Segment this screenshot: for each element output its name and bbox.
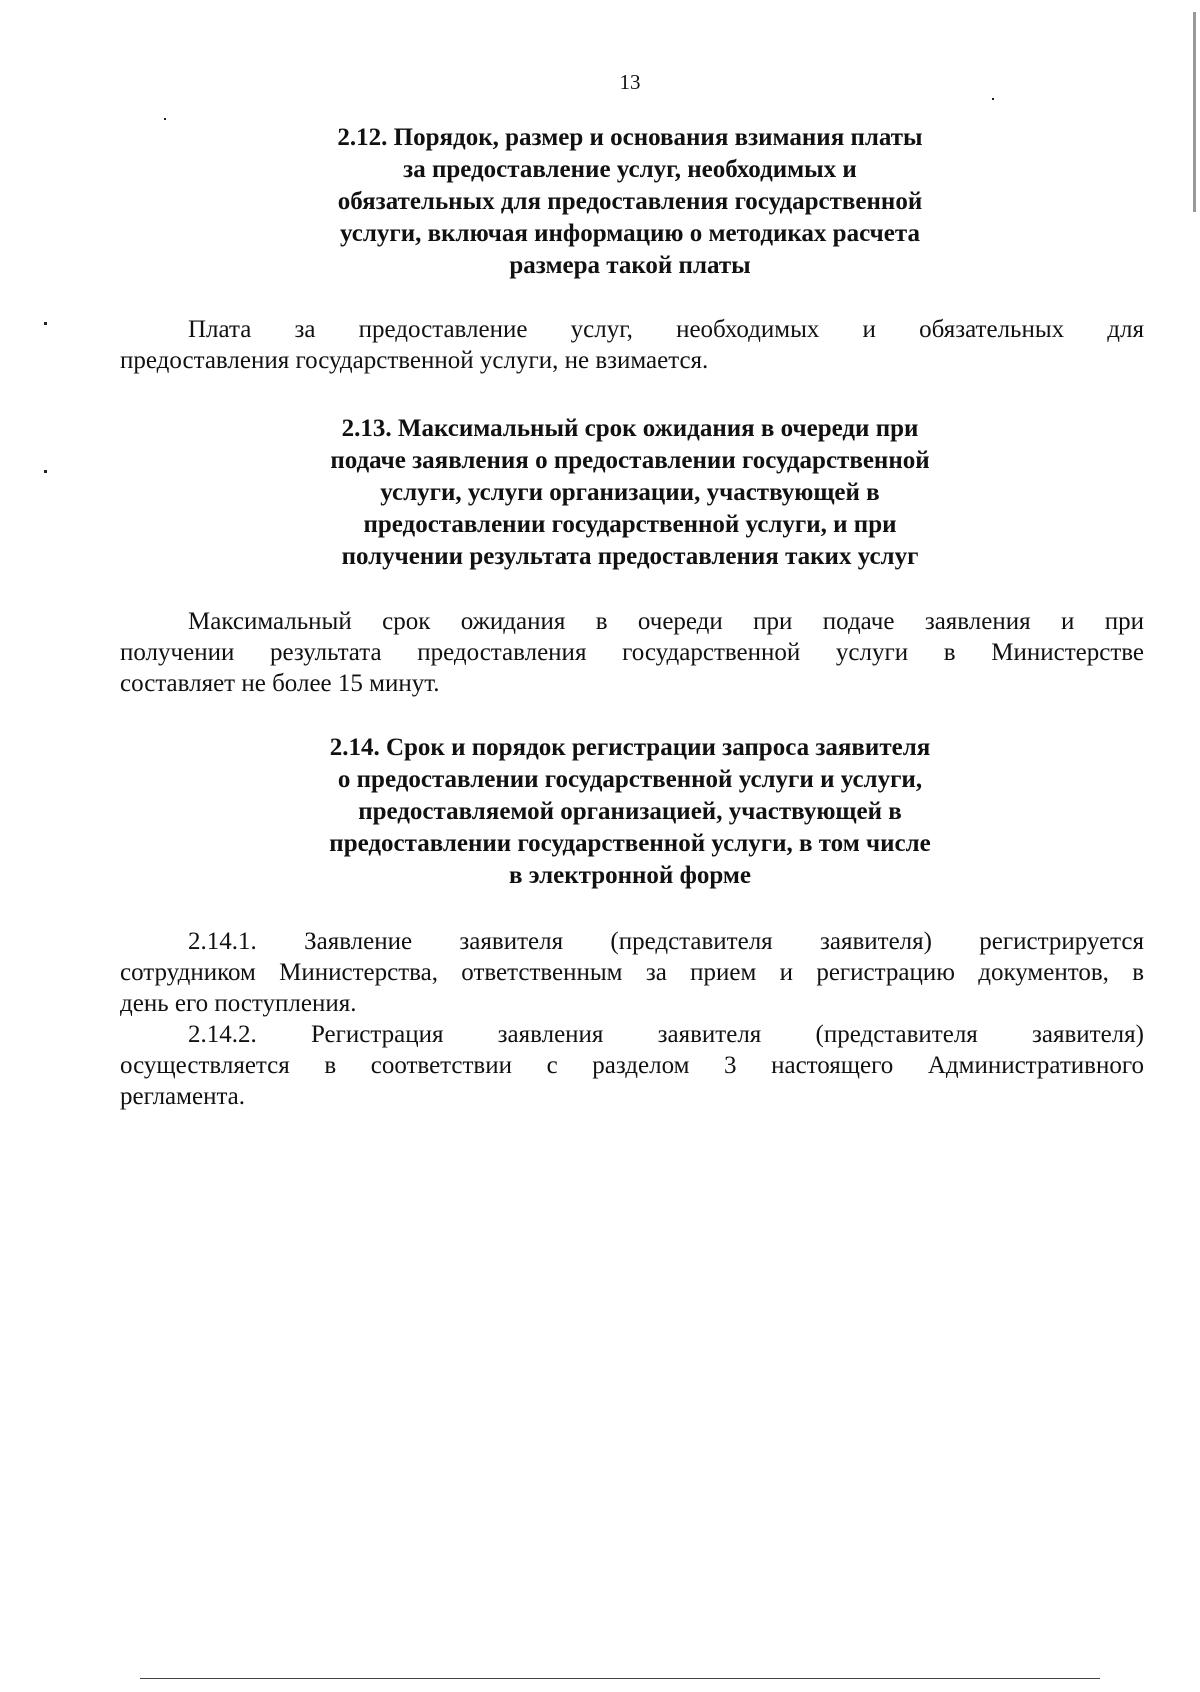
body-line: 2.14.2. Регистрация заявления заявителя (представителя заявителя) — [188, 1021, 1144, 1048]
section-2-14-body — [120, 926, 1144, 1112]
body-line: Максимальный срок ожидания в очереди при подаче заявления и при — [188, 608, 1144, 635]
page-number: 13 — [619, 70, 641, 94]
body-line: Плата за предоставление услуг, необходимых и обязательных для — [188, 316, 1144, 343]
scan-speck — [164, 118, 166, 120]
heading-line: 2.14. Срок и порядок регистрации запроса заявителя — [329, 734, 931, 761]
heading-line: услуги, услуги организации, участвующей в — [380, 479, 880, 506]
heading-line: подаче заявления о предоставлении государственной — [330, 447, 930, 474]
body-line: сотрудником Министерства, ответственным за прием и регистрацию документов, в — [120, 959, 1144, 986]
section-2-13-heading — [250, 413, 1010, 573]
footer-rule — [140, 1678, 1100, 1679]
body-line: составляет не более 15 минут. — [120, 670, 440, 697]
scan-speck — [44, 322, 47, 325]
heading-line: обязательных для предоставления государственной — [337, 188, 923, 215]
scan-speck — [44, 470, 47, 473]
scan-speck — [992, 98, 994, 100]
heading-line: 2.12. Порядок, размер и основания взимания платы — [337, 124, 923, 151]
heading-line: предоставлении государственной услуги, и при — [363, 511, 897, 538]
heading-line: за предоставление услуг, необходимых и — [403, 156, 857, 183]
heading-line: услуги, включая информацию о методиках расчета — [340, 220, 920, 247]
section-2-12-body — [120, 314, 1144, 376]
heading-line: получении результата предоставления таких услуг — [341, 543, 919, 570]
section-2-14-heading — [250, 732, 1010, 892]
body-line: 2.14.1. Заявление заявителя (представителя заявителя) регистрируется — [188, 928, 1144, 955]
heading-line: 2.13. Максимальный срок ожидания в очереди при — [341, 415, 919, 442]
body-line: день его поступления. — [120, 990, 357, 1017]
section-2-13-body — [120, 606, 1144, 699]
body-line: получении результата предоставления государственной услуги в Министерстве — [120, 639, 1144, 666]
heading-line: предоставляемой организацией, участвующей в — [358, 798, 902, 825]
heading-line: о предоставлении государственной услуги и услуги, — [337, 766, 923, 793]
heading-line: размера такой платы — [509, 252, 751, 279]
body-line: регламента. — [120, 1083, 246, 1110]
scan-edge — [1193, 12, 1196, 212]
heading-line: предоставлении государственной услуги, в том числе — [329, 830, 931, 857]
body-line: осуществляется в соответствии с разделом 3 настоящего Административного — [120, 1052, 1144, 1079]
heading-line: в электронной форме — [508, 862, 752, 889]
body-line: предоставления государственной услуги, не взимается. — [120, 347, 709, 374]
section-2-12-heading — [250, 122, 1010, 282]
